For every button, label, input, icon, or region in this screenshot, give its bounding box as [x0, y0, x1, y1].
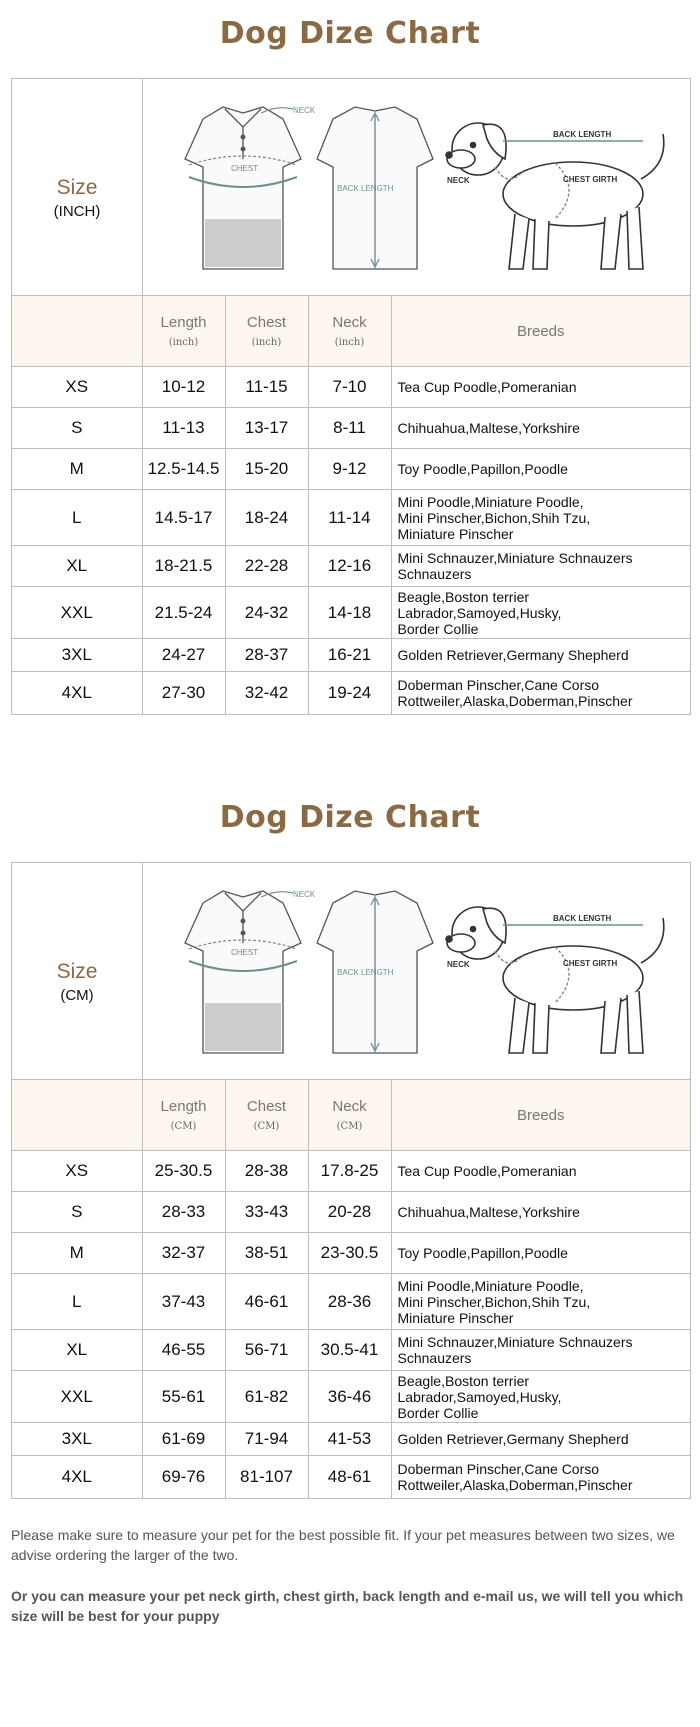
shirt-front-icon	[185, 107, 301, 269]
chart-title-cm: Dog Dize Chart	[219, 800, 481, 835]
neck-cell: 19-24	[308, 672, 391, 714]
measurement-illustration	[143, 79, 690, 295]
table-row	[12, 1192, 690, 1233]
breeds-cell: Chihuahua,Maltese,Yorkshire	[391, 1192, 690, 1233]
neck-cell: 11-14	[308, 490, 391, 546]
length-cell: 11-13	[142, 408, 225, 449]
breeds-cell: Beagle,Boston terrier Labrador,Samoyed,Husky, Border Collie	[391, 587, 690, 639]
neck-dog-label: NECK	[447, 176, 470, 185]
chart-title-inch: Dog Dize Chart	[219, 16, 481, 51]
back-length-dog-label: BACK LENGTH	[553, 130, 612, 139]
length-cell: 21.5-24	[142, 587, 225, 639]
header-length: Length (CM)	[142, 1080, 225, 1151]
neck-dog-label: NECK	[447, 960, 470, 969]
size-cell: XL	[12, 546, 142, 587]
size-label: Size	[56, 176, 98, 199]
size-chart-inch	[11, 78, 691, 715]
size-cell: S	[12, 408, 142, 449]
size-cell: L	[12, 490, 142, 546]
neck-cell: 48-61	[308, 1456, 391, 1498]
header-size-empty	[12, 296, 142, 367]
chest-cell: 46-61	[225, 1274, 308, 1330]
size-cell: S	[12, 1192, 142, 1233]
length-cell: 55-61	[142, 1371, 225, 1423]
size-cell: XL	[12, 1330, 142, 1371]
table-row	[12, 490, 690, 546]
chest-cell: 22-28	[225, 546, 308, 587]
size-cell: XXL	[12, 587, 142, 639]
table-header	[12, 296, 690, 367]
length-cell: 27-30	[142, 672, 225, 714]
measurement-illustration	[143, 863, 690, 1079]
size-cell: L	[12, 1274, 142, 1330]
breeds-cell: Chihuahua,Maltese,Yorkshire	[391, 408, 690, 449]
table-row	[12, 587, 690, 639]
size-cell: M	[12, 449, 142, 490]
length-cell: 10-12	[142, 367, 225, 408]
neck-label: NECK	[293, 106, 316, 115]
back-length-label: BACK LENGTH	[337, 184, 394, 193]
table-row	[12, 449, 690, 490]
length-cell: 28-33	[142, 1192, 225, 1233]
size-chart-cm	[11, 862, 691, 1499]
chest-cell: 11-15	[225, 367, 308, 408]
dog-icon	[446, 907, 664, 1053]
table-row	[12, 546, 690, 587]
contact-note: Or you can measure your pet neck girth, chest girth, back length and e-mail us, we will tell you which size will be best for your puppy	[11, 1588, 684, 1624]
neck-cell: 30.5-41	[308, 1330, 391, 1371]
table-row	[12, 408, 690, 449]
header-chest: Chest (inch)	[225, 296, 308, 367]
chest-cell: 61-82	[225, 1371, 308, 1423]
neck-cell: 41-53	[308, 1423, 391, 1456]
neck-cell: 36-46	[308, 1371, 391, 1423]
back-length-dog-label: BACK LENGTH	[553, 914, 612, 923]
length-cell: 61-69	[142, 1423, 225, 1456]
dog-icon	[446, 123, 664, 269]
fit-note: Please make sure to measure your pet for the best possible fit. If your pet measures between two sizes, we advise ordering the larger of the two.	[11, 1527, 675, 1563]
breeds-cell: Beagle,Boston terrier Labrador,Samoyed,Husky, Border Collie	[391, 1371, 690, 1423]
neck-cell: 8-11	[308, 408, 391, 449]
table-row	[12, 1274, 690, 1330]
chest-cell: 38-51	[225, 1233, 308, 1274]
size-unit-label: (INCH)	[53, 203, 101, 220]
chest-cell: 56-71	[225, 1330, 308, 1371]
header-neck: Neck (CM)	[308, 1080, 391, 1151]
chest-cell: 15-20	[225, 449, 308, 490]
size-cell: 4XL	[12, 1456, 142, 1498]
chest-cell: 13-17	[225, 408, 308, 449]
neck-cell: 28-36	[308, 1274, 391, 1330]
table-row	[12, 1151, 690, 1192]
breeds-cell: Golden Retriever,Germany Shepherd	[391, 639, 690, 672]
size-unit-label: (CM)	[60, 987, 94, 1004]
size-cell: 3XL	[12, 1423, 142, 1456]
size-cell: XS	[12, 367, 142, 408]
chest-cell: 33-43	[225, 1192, 308, 1233]
chest-girth-label: CHEST GIRTH	[563, 175, 618, 184]
chest-girth-label: CHEST GIRTH	[563, 959, 618, 968]
breeds-cell: Doberman Pinscher,Cane Corso Rottweiler,Alaska,Doberman,Pinscher	[391, 672, 690, 714]
size-cell: XS	[12, 1151, 142, 1192]
length-cell: 12.5-14.5	[142, 449, 225, 490]
illustration-row	[12, 79, 690, 296]
size-cell: 3XL	[12, 639, 142, 672]
chest-label: CHEST	[231, 948, 259, 957]
table-row	[12, 1233, 690, 1274]
table-row	[12, 639, 690, 672]
size-table-inch	[12, 296, 690, 714]
length-cell: 37-43	[142, 1274, 225, 1330]
breeds-cell: Mini Schnauzer,Miniature Schnauzers Schnauzers	[391, 546, 690, 587]
table-row	[12, 367, 690, 408]
back-length-label: BACK LENGTH	[337, 968, 394, 977]
neck-cell: 12-16	[308, 546, 391, 587]
breeds-cell: Mini Schnauzer,Miniature Schnauzers Schnauzers	[391, 1330, 690, 1371]
chest-cell: 24-32	[225, 587, 308, 639]
breeds-cell: Toy Poodle,Papillon,Poodle	[391, 449, 690, 490]
size-cell: 4XL	[12, 672, 142, 714]
neck-cell: 20-28	[308, 1192, 391, 1233]
header-breeds: Breeds	[391, 296, 690, 367]
chest-cell: 28-37	[225, 639, 308, 672]
breeds-cell: Tea Cup Poodle,Pomeranian	[391, 1151, 690, 1192]
breeds-cell: Mini Poodle,Miniature Poodle, Mini Pinscher,Bichon,Shih Tzu, Miniature Pinscher	[391, 1274, 690, 1330]
size-label-cell	[12, 79, 143, 295]
neck-cell: 16-21	[308, 639, 391, 672]
length-cell: 18-21.5	[142, 546, 225, 587]
size-cell: XXL	[12, 1371, 142, 1423]
table-header	[12, 1080, 690, 1151]
breeds-cell: Tea Cup Poodle,Pomeranian	[391, 367, 690, 408]
neck-cell: 9-12	[308, 449, 391, 490]
neck-label: NECK	[293, 890, 316, 899]
chest-cell: 81-107	[225, 1456, 308, 1498]
chest-cell: 32-42	[225, 672, 308, 714]
chest-label: CHEST	[231, 164, 259, 173]
shirt-front-icon	[185, 891, 301, 1053]
size-table-cm	[12, 1080, 690, 1498]
illustration-row	[12, 863, 690, 1080]
table-row	[12, 1371, 690, 1423]
chest-cell: 28-38	[225, 1151, 308, 1192]
neck-cell: 14-18	[308, 587, 391, 639]
length-cell: 14.5-17	[142, 490, 225, 546]
length-cell: 46-55	[142, 1330, 225, 1371]
breeds-cell: Doberman Pinscher,Cane Corso Rottweiler,Alaska,Doberman,Pinscher	[391, 1456, 690, 1498]
header-neck: Neck (inch)	[308, 296, 391, 367]
length-cell: 69-76	[142, 1456, 225, 1498]
header-length: Length (inch)	[142, 296, 225, 367]
neck-cell: 7-10	[308, 367, 391, 408]
neck-cell: 23-30.5	[308, 1233, 391, 1274]
header-chest: Chest (CM)	[225, 1080, 308, 1151]
size-label-cell	[12, 863, 143, 1079]
breeds-cell: Mini Poodle,Miniature Poodle, Mini Pinscher,Bichon,Shih Tzu, Miniature Pinscher	[391, 490, 690, 546]
length-cell: 24-27	[142, 639, 225, 672]
table-row	[12, 1423, 690, 1456]
chest-cell: 18-24	[225, 490, 308, 546]
header-size-empty	[12, 1080, 142, 1151]
size-label: Size	[56, 960, 98, 983]
header-breeds: Breeds	[391, 1080, 690, 1151]
length-cell: 32-37	[142, 1233, 225, 1274]
breeds-cell: Toy Poodle,Papillon,Poodle	[391, 1233, 690, 1274]
neck-cell: 17.8-25	[308, 1151, 391, 1192]
table-row	[12, 1456, 690, 1498]
size-cell: M	[12, 1233, 142, 1274]
length-cell: 25-30.5	[142, 1151, 225, 1192]
table-row	[12, 672, 690, 714]
table-row	[12, 1330, 690, 1371]
breeds-cell: Golden Retriever,Germany Shepherd	[391, 1423, 690, 1456]
chest-cell: 71-94	[225, 1423, 308, 1456]
